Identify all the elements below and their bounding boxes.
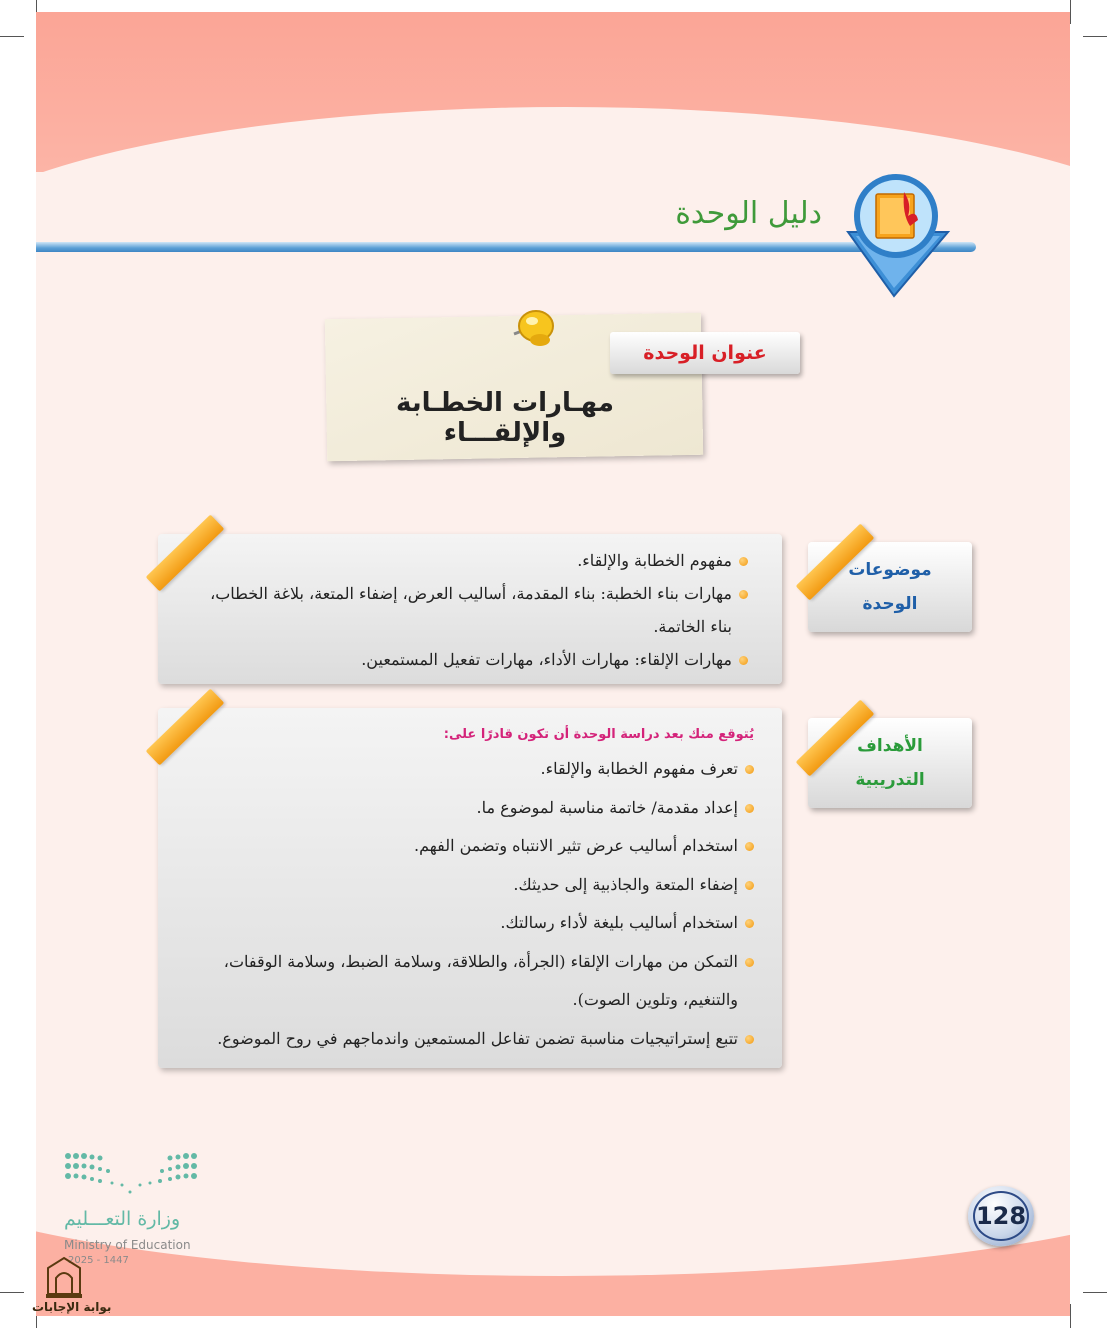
pushpin-icon <box>500 304 560 360</box>
ministry-years: 2025 - 1447 <box>68 1255 129 1266</box>
training-goals-panel <box>158 708 782 1068</box>
watermark-emblem-icon <box>44 1256 84 1300</box>
topics-list <box>184 544 748 676</box>
goals-label-line1: الأهداف <box>857 736 923 756</box>
list-item: إضفاء المتعة والجاذبية إلى حديثك. <box>184 866 754 905</box>
list-item: استخدام أساليب عرض تثير الانتباه وتضمن الفهم. <box>184 827 754 866</box>
unit-topics-panel <box>158 534 782 684</box>
topics-label-line2: الوحدة <box>862 594 918 614</box>
ministry-name-ar: وزارة التعـــليم <box>64 1208 181 1230</box>
list-item: استخدام أساليب بليغة لأداء رسالتك. <box>184 904 754 943</box>
title-underline <box>36 242 976 252</box>
page-number: 128 <box>975 1202 1027 1230</box>
crop-mark <box>0 1292 24 1293</box>
list-item: مهارات الإلقاء: مهارات الأداء، مهارات تفعيل المستمعين. <box>184 643 748 676</box>
list-item: مفهوم الخطابة والإلقاء. <box>184 544 748 577</box>
ministry-name-en: Ministry of Education <box>64 1238 191 1252</box>
ministry-logo-icon <box>64 1152 204 1198</box>
unit-title-label: عنوان الوحدة <box>610 332 800 374</box>
goals-label-line2: التدريبية <box>855 770 925 790</box>
crop-mark <box>1070 0 1071 24</box>
topics-label-line1: موضوعات <box>848 560 932 580</box>
crop-mark <box>1083 36 1107 37</box>
goals-list <box>184 750 754 1058</box>
list-item: مهارات بناء الخطبة: بناء المقدمة، أساليب العرض، إضفاء المتعة، بلاغة الخطاب، بناء الخاتمة. <box>184 577 748 643</box>
page-number-badge <box>968 1186 1034 1246</box>
book-badge-icon <box>838 170 958 300</box>
list-item: تعرف مفهوم الخطابة والإلقاء. <box>184 750 754 789</box>
watermark-text: بوابة الإجابات <box>32 1300 112 1314</box>
goals-intro: يُتوقع منك بعد دراسة الوحدة أن تكون قادرًا على: <box>443 727 754 742</box>
page-title: دليل الوحدة <box>675 196 822 231</box>
crop-mark <box>1070 1304 1071 1328</box>
list-item: إعداد مقدمة/ خاتمة مناسبة لموضوع ما. <box>184 789 754 828</box>
list-item: التمكن من مهارات الإلقاء (الجرأة، والطلاقة، وسلامة الضبط، وسلامة الوقفات، والتنغيم، وتلوين الصوت). <box>184 943 754 1020</box>
unit-title: مهـارات الخطـابة والإلقـــاء <box>396 388 614 448</box>
crop-mark <box>0 36 24 37</box>
crop-mark <box>1083 1292 1107 1293</box>
list-item: تتبع إستراتيجيات مناسبة تضمن تفاعل المستمعين واندماجهم في روح الموضوع. <box>184 1020 754 1059</box>
